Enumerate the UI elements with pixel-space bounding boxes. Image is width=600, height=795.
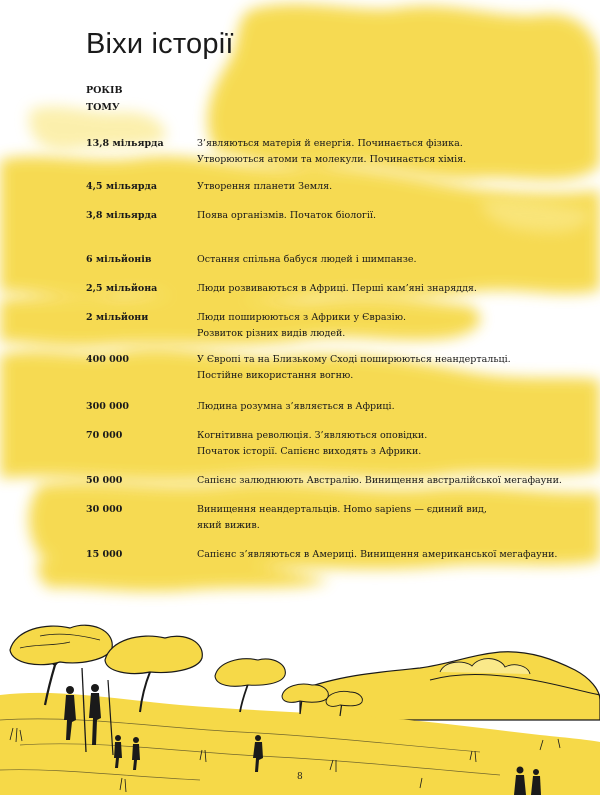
timeline-event bbox=[197, 310, 572, 342]
event-line: З’являються матерія й енергія. Починається фізика. bbox=[197, 138, 463, 149]
event-line: Когнітивна революція. З’являються оповідки. bbox=[197, 430, 428, 441]
timeline-when: 2,5 мільйона bbox=[86, 283, 158, 294]
timeline-event bbox=[197, 136, 572, 168]
event-line: Винищення неандертальців. Homo sapiens — єдиний вид, bbox=[197, 504, 487, 515]
timeline-event bbox=[197, 428, 572, 460]
page-title: Віхи історії bbox=[86, 28, 234, 60]
event-line: Люди поширюються з Африки у Євразію. bbox=[197, 312, 407, 323]
timeline-when: 4,5 мільярда bbox=[86, 181, 157, 192]
timeline-event bbox=[197, 352, 572, 384]
event-line: який вижив. bbox=[197, 520, 260, 531]
years-ago-header bbox=[86, 82, 176, 116]
timeline-when: 400 000 bbox=[86, 354, 129, 365]
timeline-when: 30 000 bbox=[86, 504, 123, 515]
event-line: Поява організмів. Початок біології. bbox=[197, 210, 377, 221]
event-line: Розвиток різних видів людей. bbox=[197, 328, 346, 339]
timeline-event bbox=[197, 502, 572, 534]
timeline-when: 3,8 мільярда bbox=[86, 210, 157, 221]
event-line: Сапієнс з’являються в Америці. Винищення американської мегафауни. bbox=[197, 549, 558, 560]
timeline-event bbox=[197, 179, 572, 195]
event-line: Утворюються атоми та молекули. Починається хімія. bbox=[197, 154, 467, 165]
timeline-when: 2 мільйони bbox=[86, 312, 149, 323]
page-number: 8 bbox=[297, 772, 303, 782]
timeline-event bbox=[197, 281, 572, 297]
event-line: Остання спільна бабуся людей і шимпанзе. bbox=[197, 254, 417, 265]
timeline-event bbox=[197, 399, 572, 415]
event-line: У Європі та на Близькому Сході поширюються неандертальці. bbox=[197, 354, 511, 365]
timeline-when: 70 000 bbox=[86, 430, 123, 441]
timeline-when: 300 000 bbox=[86, 401, 129, 412]
timeline-when: 13,8 мільярда bbox=[86, 138, 164, 149]
timeline-when: 6 мільйонів bbox=[86, 254, 152, 265]
event-line: Люди розвиваються в Африці. Перші кам’яні знаряддя. bbox=[197, 283, 477, 294]
event-line: Постійне використання вогню. bbox=[197, 370, 354, 381]
event-line: Людина розумна з’являється в Африці. bbox=[197, 401, 395, 412]
years-header-line: ТОМУ bbox=[86, 102, 120, 113]
timeline-event bbox=[197, 252, 572, 268]
timeline-when: 15 000 bbox=[86, 549, 123, 560]
timeline-event bbox=[197, 208, 572, 224]
event-line: Утворення планети Земля. bbox=[197, 181, 333, 192]
years-header-line: РОКІВ bbox=[86, 85, 123, 96]
timeline-event bbox=[197, 473, 572, 489]
event-line: Сапієнс залюднюють Австралію. Винищення австралійської мегафауни. bbox=[197, 475, 562, 486]
timeline-when: 50 000 bbox=[86, 475, 123, 486]
event-line: Початок історії. Сапієнс виходять з Африки. bbox=[197, 446, 422, 457]
timeline-event bbox=[197, 547, 572, 563]
